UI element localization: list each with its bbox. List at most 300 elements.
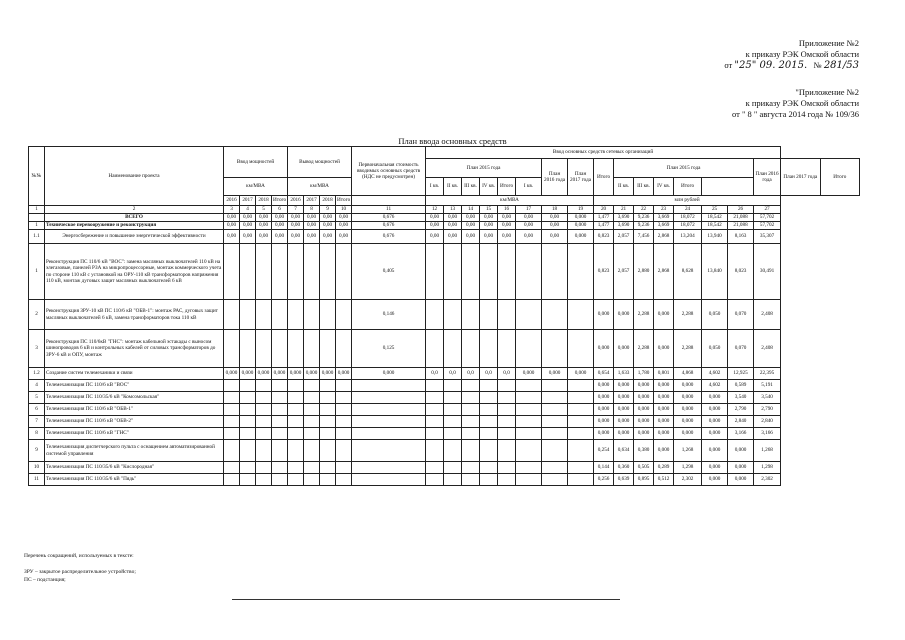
abbreviations-note: Перечень сокращений, используемых в тексте: ЗРУ – закрытое распределительное устройство; ПС – подстанция; [24,553,136,583]
power-cell [240,244,256,300]
mln-cell: 1,477 [594,214,614,222]
power-cell [304,330,320,368]
power-cell: 0,00 [336,222,352,230]
mln-cell: 12,925 [728,368,754,380]
itogo-q-header: Итого [674,178,702,196]
km-cell: 0,0 [462,368,480,380]
power-cell [256,380,272,392]
q4-header: IV кв. [654,178,674,196]
project-name: Реконструкция ЗРУ-10 кВ ПС 110/6 кВ "ОБВ-1": монтаж РАС, дуговых защит масляных выключателей 6 кВ, замена трансформаторов тока 110 кВ [45,300,224,330]
power-cell: 0,00 [224,222,240,230]
initial-cost-cell [352,416,426,428]
km-cell: 0,00 [542,230,568,244]
power-cell: 0,00 [304,222,320,230]
appendix-label-orig: "Приложение №2 [795,87,859,97]
mln-cell: 2,057 [614,230,634,244]
km-cell: 0,00 [426,230,444,244]
power-cell [272,392,288,404]
mln-cell: 3,540 [754,392,781,404]
mln-cell: 18,542 [702,222,728,230]
km-cell [542,416,568,428]
power-cell [240,404,256,416]
mln-cell: 35,307 [754,230,781,244]
initial-cost-cell: 0,146 [352,300,426,330]
mln-cell: 0,000 [654,416,674,428]
km-cell: 0,00 [542,214,568,222]
itogo-q-header: Итого [498,178,516,196]
power-cell [240,416,256,428]
mln-cell: 0,000 [594,300,614,330]
power-cell: 0,00 [224,214,240,222]
mln-cell: 2,880 [634,244,654,300]
km-cell: 0,000 [568,230,594,244]
km-cell [462,244,480,300]
km-cell [462,416,480,428]
mln-cell: 0,654 [594,368,614,380]
km-cell [542,244,568,300]
power-cell [224,330,240,368]
column-number: 17 [516,206,542,214]
mln-cell: 0,000 [634,380,654,392]
km-cell [462,392,480,404]
mln-cell: 0,256 [594,474,614,486]
initial-cost-cell: 0,000 [352,368,426,380]
column-number: 9 [320,206,336,214]
mln-cell: 2,790 [754,404,781,416]
mln-cell: 0,000 [614,392,634,404]
mln-cell: 0,000 [674,428,702,440]
km-cell [444,392,462,404]
km-cell: 0,00 [542,222,568,230]
km-cell [498,330,516,368]
project-name: Телемеханизация ПС 110/6 кВ "ГНС" [45,428,224,440]
table-row [29,404,860,416]
power-cell [288,392,304,404]
column-number: 20 [594,206,614,214]
km-cell [480,416,498,428]
km-cell: 0,00 [480,230,498,244]
power-cell [304,474,320,486]
vvod-unit: км/МВА [224,178,288,196]
km-cell [516,428,542,440]
column-number: 19 [568,206,594,214]
row-number: 6 [29,404,45,416]
power-cell [320,300,336,330]
power-cell: 0,000 [256,368,272,380]
table-row [29,440,860,462]
mln-cell: 2,288 [634,330,654,368]
q2-header: II кв. [444,178,462,196]
power-cell: 0,00 [288,230,304,244]
mln-cell: 2,790 [728,404,754,416]
mln-cell: 0,000 [594,380,614,392]
mln-cell: 0,360 [614,462,634,474]
mln-cell: 0,000 [634,428,654,440]
column-number: 14 [462,206,480,214]
power-cell [240,428,256,440]
km-cell [426,474,444,486]
col-num-header: №№ [29,147,45,206]
column-number: 16 [498,206,516,214]
power-cell [336,428,352,440]
unit-km-label: км/МВА [426,196,594,206]
q1-header: I кв. [426,178,444,196]
year-2017: 2017 [240,196,256,206]
initial-cost-cell [352,440,426,462]
power-cell [288,244,304,300]
column-number: 22 [634,206,654,214]
mln-cell: 0,000 [654,380,674,392]
mln-cell: 0,634 [614,440,634,462]
km-cell [426,462,444,474]
power-cell [224,392,240,404]
mln-cell: 0,000 [702,462,728,474]
power-cell [240,300,256,330]
mln-cell: 0,000 [614,428,634,440]
km-cell [462,462,480,474]
initial-cost-cell [352,392,426,404]
km-cell [542,392,568,404]
initial-cost-cell: 0,125 [352,330,426,368]
km-cell [444,428,462,440]
mln-cell: 0,254 [594,440,614,462]
power-cell [304,462,320,474]
column-number: 11 [352,206,426,214]
power-cell: 0,00 [320,222,336,230]
power-cell [336,244,352,300]
col-plan2015-km-header: План 2015 года [426,159,542,178]
column-number: 13 [444,206,462,214]
power-cell: 0,000 [224,368,240,380]
power-cell [320,440,336,462]
power-cell: 0,00 [256,222,272,230]
mln-cell: 0,000 [634,404,654,416]
table-row [29,230,860,244]
table-row [29,428,860,440]
column-number: 4 [240,206,256,214]
mln-cell: 0,000 [728,474,754,486]
power-cell [320,416,336,428]
power-cell [256,330,272,368]
table-row [29,462,860,474]
km-cell [498,428,516,440]
km-cell: 0,00 [462,230,480,244]
km-cell [462,330,480,368]
km-cell [462,380,480,392]
mln-cell: 18,072 [674,222,702,230]
table-body [29,147,860,486]
mln-cell: 8,023 [728,244,754,300]
power-cell [272,462,288,474]
km-cell: 0,000 [516,368,542,380]
mln-cell: 2,868 [654,230,674,244]
mln-cell: 1,477 [594,222,614,230]
km-cell [462,440,480,462]
km-cell [568,474,594,486]
power-cell: 0,00 [240,230,256,244]
handwritten-date: "25" 09. 2015. [734,60,808,71]
power-cell [336,392,352,404]
q2-header: II кв. [614,178,634,196]
power-cell [224,474,240,486]
km-cell [498,380,516,392]
mln-cell: 9,236 [634,214,654,222]
mln-cell: 8,163 [728,230,754,244]
row-number [29,214,45,222]
km-cell: 0,00 [444,230,462,244]
col-plan2015-rub-header: План 2015 года [614,159,754,178]
km-cell: 0,00 [516,222,542,230]
km-cell [462,474,480,486]
km-cell [498,474,516,486]
power-cell [256,462,272,474]
mln-cell: 7,456 [634,230,654,244]
power-cell [288,330,304,368]
row-number: 10 [29,462,45,474]
mln-cell: 0,000 [594,392,614,404]
power-cell [224,244,240,300]
mln-cell: 0,000 [594,404,614,416]
km-cell [444,416,462,428]
row-number: 1.2 [29,368,45,380]
km-cell [568,440,594,462]
column-number: 26 [728,206,754,214]
year-2016: 2016 [288,196,304,206]
mln-cell: 0,000 [654,428,674,440]
power-cell [272,404,288,416]
row-number: 3 [29,330,45,368]
header-stamp-2 [732,87,859,120]
order-ref-orig: к приказу РЭК Омской области [745,98,859,108]
col-os-group-header: Ввод основных средств сетевых организаций [426,147,781,159]
power-cell [304,380,320,392]
mln-cell: 0,050 [702,330,728,368]
power-cell [288,428,304,440]
mln-cell: 3,690 [614,222,634,230]
power-cell [320,244,336,300]
power-cell [224,462,240,474]
power-cell [272,428,288,440]
table-row [29,416,860,428]
km-cell [444,440,462,462]
power-cell [256,428,272,440]
column-number: 7 [288,206,304,214]
power-cell [304,244,320,300]
power-cell [336,404,352,416]
km-cell [516,330,542,368]
km-cell [426,380,444,392]
mln-cell: 0,000 [674,404,702,416]
mln-cell: 0,000 [674,416,702,428]
mln-cell: 0,000 [654,330,674,368]
power-cell [336,380,352,392]
mln-cell: 0,000 [654,392,674,404]
km-cell [480,474,498,486]
order-date-line: от "25" 09. 2015. № 281/53 [724,60,859,71]
power-cell [288,380,304,392]
km-cell [516,440,542,462]
power-cell [304,300,320,330]
power-cell [272,300,288,330]
mln-cell: 0,000 [614,300,634,330]
mln-cell: 0,000 [594,330,614,368]
mln-cell: 2,868 [654,244,674,300]
year-itogo: Итого [272,196,288,206]
power-cell [224,300,240,330]
mln-cell: 0,050 [702,300,728,330]
km-cell [568,244,594,300]
km-cell [480,440,498,462]
power-cell [304,392,320,404]
project-name: Реконструкция ПС 110/6 кВ "ВОС": замена масляных выключателей 110 кВ на элегазовые, панелей РЗА на микропроцессорные, монтаж коммерческого учета по стороне 110 кВ с установкой на ОРУ-110 кВ трансформаторов напряжения 110 кВ, монтаж дуговых защит масляных выключателей 6 кВ [45,244,224,300]
mln-cell: 0,000 [634,392,654,404]
mln-cell: 0,000 [594,416,614,428]
mln-cell: 0,000 [654,300,674,330]
km-cell [444,380,462,392]
mln-cell: 3,166 [728,428,754,440]
km-cell: 0,00 [462,222,480,230]
power-cell: 0,00 [336,230,352,244]
col-plan2017-km-header: План 2017 года [568,159,594,196]
km-cell: 0,00 [498,214,516,222]
power-cell [240,462,256,474]
mln-cell: 0,000 [702,392,728,404]
col-plan2016-km-header: План 2016 года [542,159,568,196]
table-row [29,330,860,368]
km-cell [568,330,594,368]
power-cell: 0,000 [304,368,320,380]
year-2018: 2018 [256,196,272,206]
column-number: 6 [272,206,288,214]
mln-cell: 0,000 [594,428,614,440]
power-cell: 0,00 [336,214,352,222]
mln-cell: 1,268 [674,440,702,462]
km-cell [480,300,498,330]
power-cell [288,474,304,486]
mln-cell: 0,801 [654,368,674,380]
km-cell: 0,00 [426,214,444,222]
mln-cell: 0,505 [634,462,654,474]
vyvod-unit: км/МВА [288,178,352,196]
km-cell: 0,000 [542,368,568,380]
power-cell [336,416,352,428]
km-cell [568,392,594,404]
power-cell: 0,00 [272,230,288,244]
q4-header: IV кв. [480,178,498,196]
km-cell [426,244,444,300]
mln-cell: 0,000 [702,404,728,416]
power-cell [288,300,304,330]
km-cell [568,380,594,392]
power-cell [320,428,336,440]
column-number: 24 [674,206,702,214]
power-cell [224,380,240,392]
row-number: 8 [29,428,45,440]
col-itogo-rub-header: Итого [820,159,859,196]
row-number: 5 [29,392,45,404]
power-cell [288,416,304,428]
km-cell: 0,00 [516,214,542,222]
power-cell [240,440,256,462]
mln-cell: 5,191 [754,380,781,392]
col-name-header: Наименование проекта [45,147,224,206]
row-number: 1.1 [29,230,45,244]
mln-cell: 13,940 [702,230,728,244]
header-stamp-1 [724,38,859,71]
project-name: Реконструкция ПС 110/6кВ "ГНС": монтаж кабельной эстакады с выносом шинопроводов 6 кВ и контрольных кабелей от силовых трансформаторов до ЗРУ-6 кВ и ОПУ, монтаж [45,330,224,368]
km-cell [480,380,498,392]
power-cell: 0,00 [240,222,256,230]
table-row [29,368,860,380]
km-cell [426,300,444,330]
km-cell [426,416,444,428]
km-cell [498,244,516,300]
project-name: ВСЕГО [45,214,224,222]
km-cell [480,330,498,368]
km-cell [516,462,542,474]
km-cell [480,244,498,300]
q3-header: III кв. [462,178,480,196]
initial-cost-cell [352,462,426,474]
power-cell [256,404,272,416]
mln-cell: 0,000 [702,440,728,462]
km-cell: 0,00 [426,222,444,230]
km-cell [444,330,462,368]
project-name: Телемеханизация ПС 110/35/6 кВ "Пядь" [45,474,224,486]
initial-cost-cell [352,428,426,440]
mln-cell: 0,000 [728,462,754,474]
mln-cell: 0,000 [674,392,702,404]
col-vyvod-header: Вывод мощностей [288,147,352,178]
plan-table [28,146,860,486]
power-cell [320,404,336,416]
table-row [29,300,860,330]
km-cell [426,428,444,440]
column-number: 27 [754,206,781,214]
appendix-label: Приложение №2 [798,38,859,48]
km-cell [462,300,480,330]
power-cell [304,440,320,462]
km-cell [542,300,568,330]
mln-cell: 0,380 [634,440,654,462]
km-cell [516,474,542,486]
km-cell [444,404,462,416]
initial-cost-cell: 0,676 [352,222,426,230]
mln-cell: 0,512 [654,474,674,486]
km-cell [426,392,444,404]
km-cell [542,404,568,416]
power-cell [320,330,336,368]
km-cell: 0,000 [568,214,594,222]
km-cell [498,462,516,474]
mln-cell: 0,000 [654,404,674,416]
power-cell: 0,00 [224,230,240,244]
mln-cell: 8,628 [674,244,702,300]
mln-cell: 2,302 [754,474,781,486]
power-cell: 0,00 [288,222,304,230]
mln-cell: 0,144 [594,462,614,474]
km-cell [516,392,542,404]
mln-cell: 0,000 [614,404,634,416]
km-cell [426,404,444,416]
power-cell [272,330,288,368]
unit-mln-label: млн рублей [594,196,781,206]
mln-cell: 57,702 [754,222,781,230]
power-cell: 0,00 [288,214,304,222]
row-number: 1 [29,244,45,300]
mln-cell: 1,298 [754,462,781,474]
power-cell: 0,00 [272,214,288,222]
